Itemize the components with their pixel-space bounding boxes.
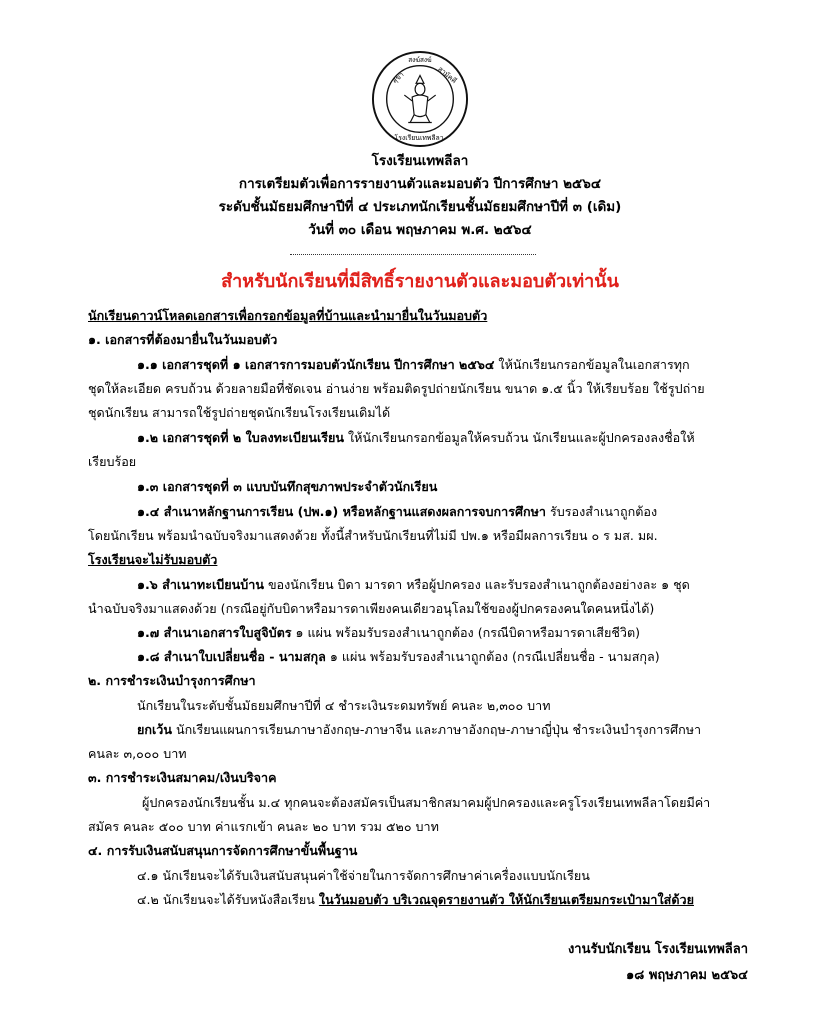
doc-subtitle: ระดับชั้นมัธยมศึกษาปีที่ ๔ ประเภทนักเรียนชั้นมัธยมศึกษาปีที่ ๓ (เดิม) — [218, 199, 622, 215]
school-name: โรงเรียนเทพลีลา — [371, 153, 469, 169]
section-4-item-2-emphasis: ในวันมอบตัว บริเวณจุดรายงานตัว ให้นักเรียนเตรียมกระเป๋ามาใส่ด้วย — [318, 892, 694, 907]
section-2-exception — [137, 720, 701, 740]
doc-title: การเตรียมตัวเพื่อการรายงานตัวและมอบตัว ปีการศึกษา ๒๕๖๔ — [238, 176, 602, 192]
school-seal-logo — [371, 50, 469, 148]
item-1-2-text: ให้นักเรียนกรอกข้อมูลให้ครบถ้วน นักเรียนและผู้ปกครองลงชื่อให้ — [344, 430, 695, 445]
not-accepted-note: โรงเรียนจะไม่รับมอบตัว — [88, 552, 218, 567]
item-1-2-line2: เรียบร้อย — [88, 454, 137, 469]
seal-text-top-mid: สงฆ์สงฆ์ — [408, 55, 432, 64]
eligibility-headline: สำหรับนักเรียนที่มีสิทธิ์รายงานตัวและมอบตัวเท่านั้น — [221, 271, 619, 292]
doc-date: วันที่ ๓๐ เดือน พฤษภาคม พ.ศ. ๒๕๖๔ — [308, 222, 532, 238]
item-1-8-text: ๑ แผ่น พร้อมรับรองสำเนาถูกต้อง (กรณีเปลี่ยนชื่อ - นามสกุล) — [325, 649, 660, 664]
section-3-line2: สมัคร คนละ ๕๐๐ บาท ค่าแรกเข้า คนละ ๒๐ บาท รวม ๕๒๐ บาท — [88, 819, 439, 834]
item-1-4-line2: โดยนักเรียน พร้อมนำฉบับจริงมาแสดงด้วย ทั้งนี้สำหรับนักเรียนที่ไม่มี ปพ.๑ หรือมีผลการเรียน ๐ ร มส. มผ. — [88, 528, 658, 543]
item-1-4-heading: ๑.๔ สำเนาหลักฐานการเรียน (ปพ.๑) หรือหลักฐานแสดงผลการจบการศึกษา — [137, 504, 547, 519]
section-2-exception-line2: คนละ ๓,๐๐๐ บาท — [88, 746, 187, 761]
item-1-1-line2: ชุดให้ละเอียด ครบถ้วน ด้วยลายมือที่ชัดเจน อ่านง่าย พร้อมติดรูปถ่ายนักเรียน ขนาด ๑.๕ นิ้ว ให้เรียบร้อย ใช้รูปถ่าย — [88, 381, 705, 396]
dotted-separator — [290, 254, 536, 255]
seal-text-bottom: โรงเรียนเทพลีลา — [394, 134, 444, 143]
section-2-fee: นักเรียนในระดับชั้นมัธยมศึกษาปีที่ ๔ ชำระเงินระดมทรัพย์ คนละ ๒,๓๐๐ บาท — [137, 698, 551, 713]
section-4-item-1: ๔.๑ นักเรียนจะได้รับเงินสนับสนุนค่าใช้จ่ายในการจัดการศึกษาค่าเครื่องแบบนักเรียน — [137, 868, 590, 883]
seal-text-top-left: สุขา — [390, 70, 406, 85]
item-1-6-line2: นำฉบับจริงมาแสดงด้วย (กรณีอยู่กับบิดาหรือมารดาเพียงคนเดียวอนุโลมใช้ของผู้ปกครองคนใดคนหนึ่งได้) — [88, 601, 655, 616]
item-1-1-heading: ๑.๑ เอกสารชุดที่ ๑ เอกสารการมอบตัวนักเรียน ปีการศึกษา ๒๕๖๔ — [137, 357, 495, 372]
section-4-item-2-text: ๔.๒ นักเรียนจะได้รับหนังสือเรียน — [137, 892, 319, 907]
exception-label: ยกเว้น — [137, 722, 172, 737]
item-1-4-text: รับรองสำเนาถูกต้อง — [546, 504, 658, 519]
signature-office: งานรับนักเรียน โรงเรียนเทพลีลา — [567, 942, 748, 957]
section-3-line1: ผู้ปกครองนักเรียนชั้น ม.๔ ทุกคนจะต้องสมัครเป็นสมาชิกสมาคมผู้ปกครองและครูโรงเรียนเทพลีลาโดยมีค่า — [142, 795, 711, 810]
item-1-1-line3: ชุดนักเรียน สามารถใช้รูปถ่ายชุดนักเรียนโรงเรียนเดิมได้ — [88, 405, 391, 420]
exception-text: นักเรียนแผนการเรียนภาษาอังกฤษ-ภาษาจีน และภาษาอังกฤษ-ภาษาญี่ปุ่น ชำระเงินบำรุงการศึกษา — [172, 722, 702, 737]
signature-date: ๑๘ พฤษภาคม ๒๕๖๔ — [626, 968, 748, 983]
item-1-3: ๑.๓ เอกสารชุดที่ ๓ แบบบันทึกสุขภาพประจำตัวนักเรียน — [137, 479, 438, 494]
section-4-title: ๔. การรับเงินสนับสนุนการจัดการศึกษาขั้นพื้นฐาน — [88, 843, 358, 858]
seal-text-top-right: สามัคคี — [436, 65, 459, 86]
section-3-title: ๓. การชำระเงินสมาคม/เงินบริจาค — [88, 770, 277, 785]
item-1-7-heading: ๑.๗ สำเนาเอกสารใบสูจิบัตร — [137, 625, 292, 640]
item-1-6 — [137, 575, 690, 595]
item-1-6-heading: ๑.๖ สำเนาทะเบียนบ้าน — [137, 577, 264, 592]
item-1-1-text: ให้นักเรียนกรอกข้อมูลในเอกสารทุก — [494, 357, 690, 372]
item-1-7-text: ๑ แผ่น พร้อมรับรองสำเนาถูกต้อง (กรณีบิดาหรือมารดาเสียชีวิต) — [291, 625, 641, 640]
intro-instruction: นักเรียนดาวน์โหลดเอกสารเพื่อกรอกข้อมูลที่บ้านและนำมายื่นในวันมอบตัว — [88, 308, 488, 323]
item-1-4 — [137, 502, 657, 522]
section-4-item-2 — [137, 890, 694, 910]
item-1-6-text: ของนักเรียน บิดา มารดา หรือผู้ปกครอง และรับรองสำเนาถูกต้องอย่างละ ๑ ชุด — [263, 577, 690, 592]
section-1-title: ๑. เอกสารที่ต้องมายื่นในวันมอบตัว — [88, 332, 278, 347]
item-1-8-heading: ๑.๘ สำเนาใบเปลี่ยนชื่อ - นามสกุล — [137, 649, 326, 664]
item-1-2-heading: ๑.๒ เอกสารชุดที่ ๒ ใบลงทะเบียนเรียน — [137, 430, 344, 445]
item-1-2 — [137, 428, 695, 448]
item-1-7 — [137, 623, 640, 643]
item-1-8 — [137, 647, 660, 667]
item-1-1 — [137, 355, 690, 375]
section-2-title: ๒. การชำระเงินบำรุงการศึกษา — [88, 673, 256, 688]
